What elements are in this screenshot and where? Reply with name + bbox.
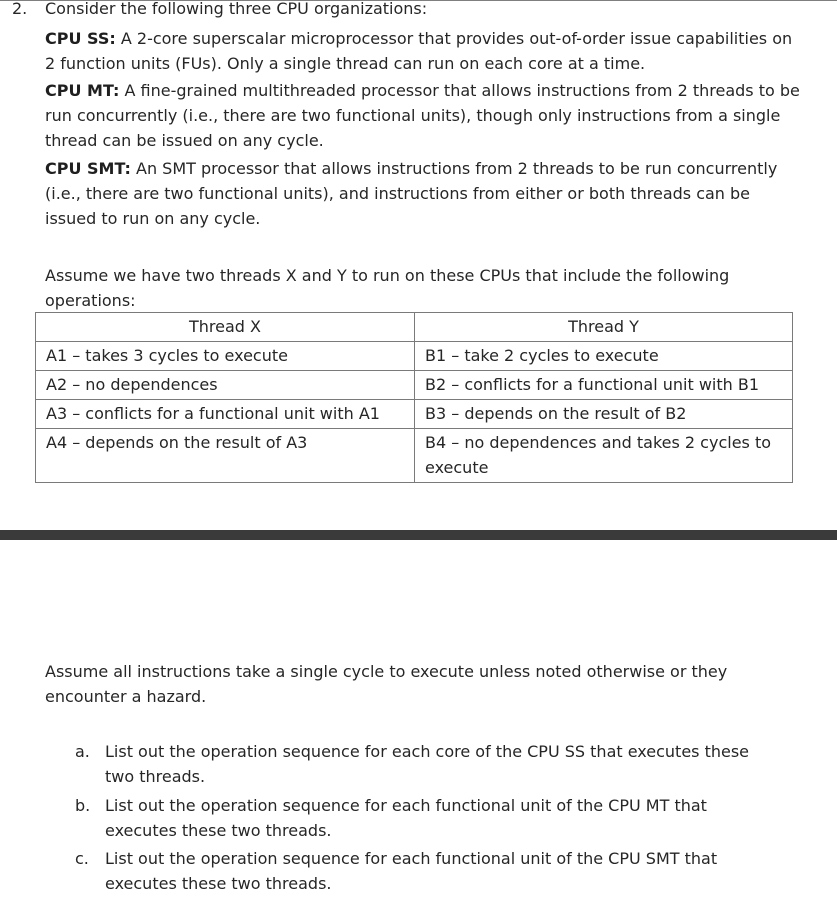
subquestion-letter: b. <box>75 796 91 815</box>
question-number: 2. <box>12 0 28 18</box>
org-cpu-smt <box>45 156 805 231</box>
subquestion-text: List out the operation sequence for each functional unit of the CPU MT that executes these two threads. <box>105 796 707 840</box>
table-row <box>36 400 793 429</box>
cell-thread-y: B4 – no dependences and takes 2 cycles to execute <box>415 429 793 483</box>
operations-table <box>35 312 793 483</box>
table-row <box>36 342 793 371</box>
org-name: CPU SMT: <box>45 159 131 178</box>
cell-thread-x: A3 – conflicts for a functional unit with A1 <box>36 400 415 429</box>
org-name: CPU MT: <box>45 81 120 100</box>
org-cpu-ss <box>45 26 805 76</box>
org-name: CPU SS: <box>45 29 116 48</box>
subquestion-letter: c. <box>75 849 89 868</box>
org-description: An SMT processor that allows instructions from 2 threads to be run concurrently (i.e., there are two functional units), and instructions from either or both threads can be issued to run on any cycle. <box>45 159 778 228</box>
header-thread-x: Thread X <box>36 313 415 342</box>
table-row <box>36 371 793 400</box>
subquestion-letter: a. <box>75 742 90 761</box>
cell-thread-x: A1 – takes 3 cycles to execute <box>36 342 415 371</box>
cell-thread-y: B2 – conflicts for a functional unit with B1 <box>415 371 793 400</box>
subquestion-text: List out the operation sequence for each functional unit of the CPU SMT that executes these two threads. <box>105 849 718 893</box>
org-cpu-mt <box>45 78 805 153</box>
assumption-text: Assume all instructions take a single cycle to execute unless noted otherwise or they encounter a hazard. <box>45 662 728 706</box>
page-divider <box>0 530 837 540</box>
threads-intro: Assume we have two threads X and Y to run on these CPUs that include the following operations: <box>45 266 730 310</box>
subquestion-text: List out the operation sequence for each core of the CPU SS that executes these two threads. <box>105 742 750 786</box>
cell-thread-y: B1 – take 2 cycles to execute <box>415 342 793 371</box>
cell-thread-y: B3 – depends on the result of B2 <box>415 400 793 429</box>
cell-thread-x: A4 – depends on the result of A3 <box>36 429 415 483</box>
question-intro: Consider the following three CPU organizations: <box>45 0 428 18</box>
table-row <box>36 429 793 483</box>
header-thread-y: Thread Y <box>415 313 793 342</box>
org-description: A fine-grained multithreaded processor that allows instructions from 2 threads to be run concurrently (i.e., there are two functional units), though only instructions from a single thread can be issued on any cycle. <box>45 81 800 150</box>
org-description: A 2-core superscalar microprocessor that provides out-of-order issue capabilities on 2 function units (FUs). Only a single thread can run on each core at a time. <box>45 29 793 73</box>
cell-thread-x: A2 – no dependences <box>36 371 415 400</box>
table-header-row <box>36 313 793 342</box>
